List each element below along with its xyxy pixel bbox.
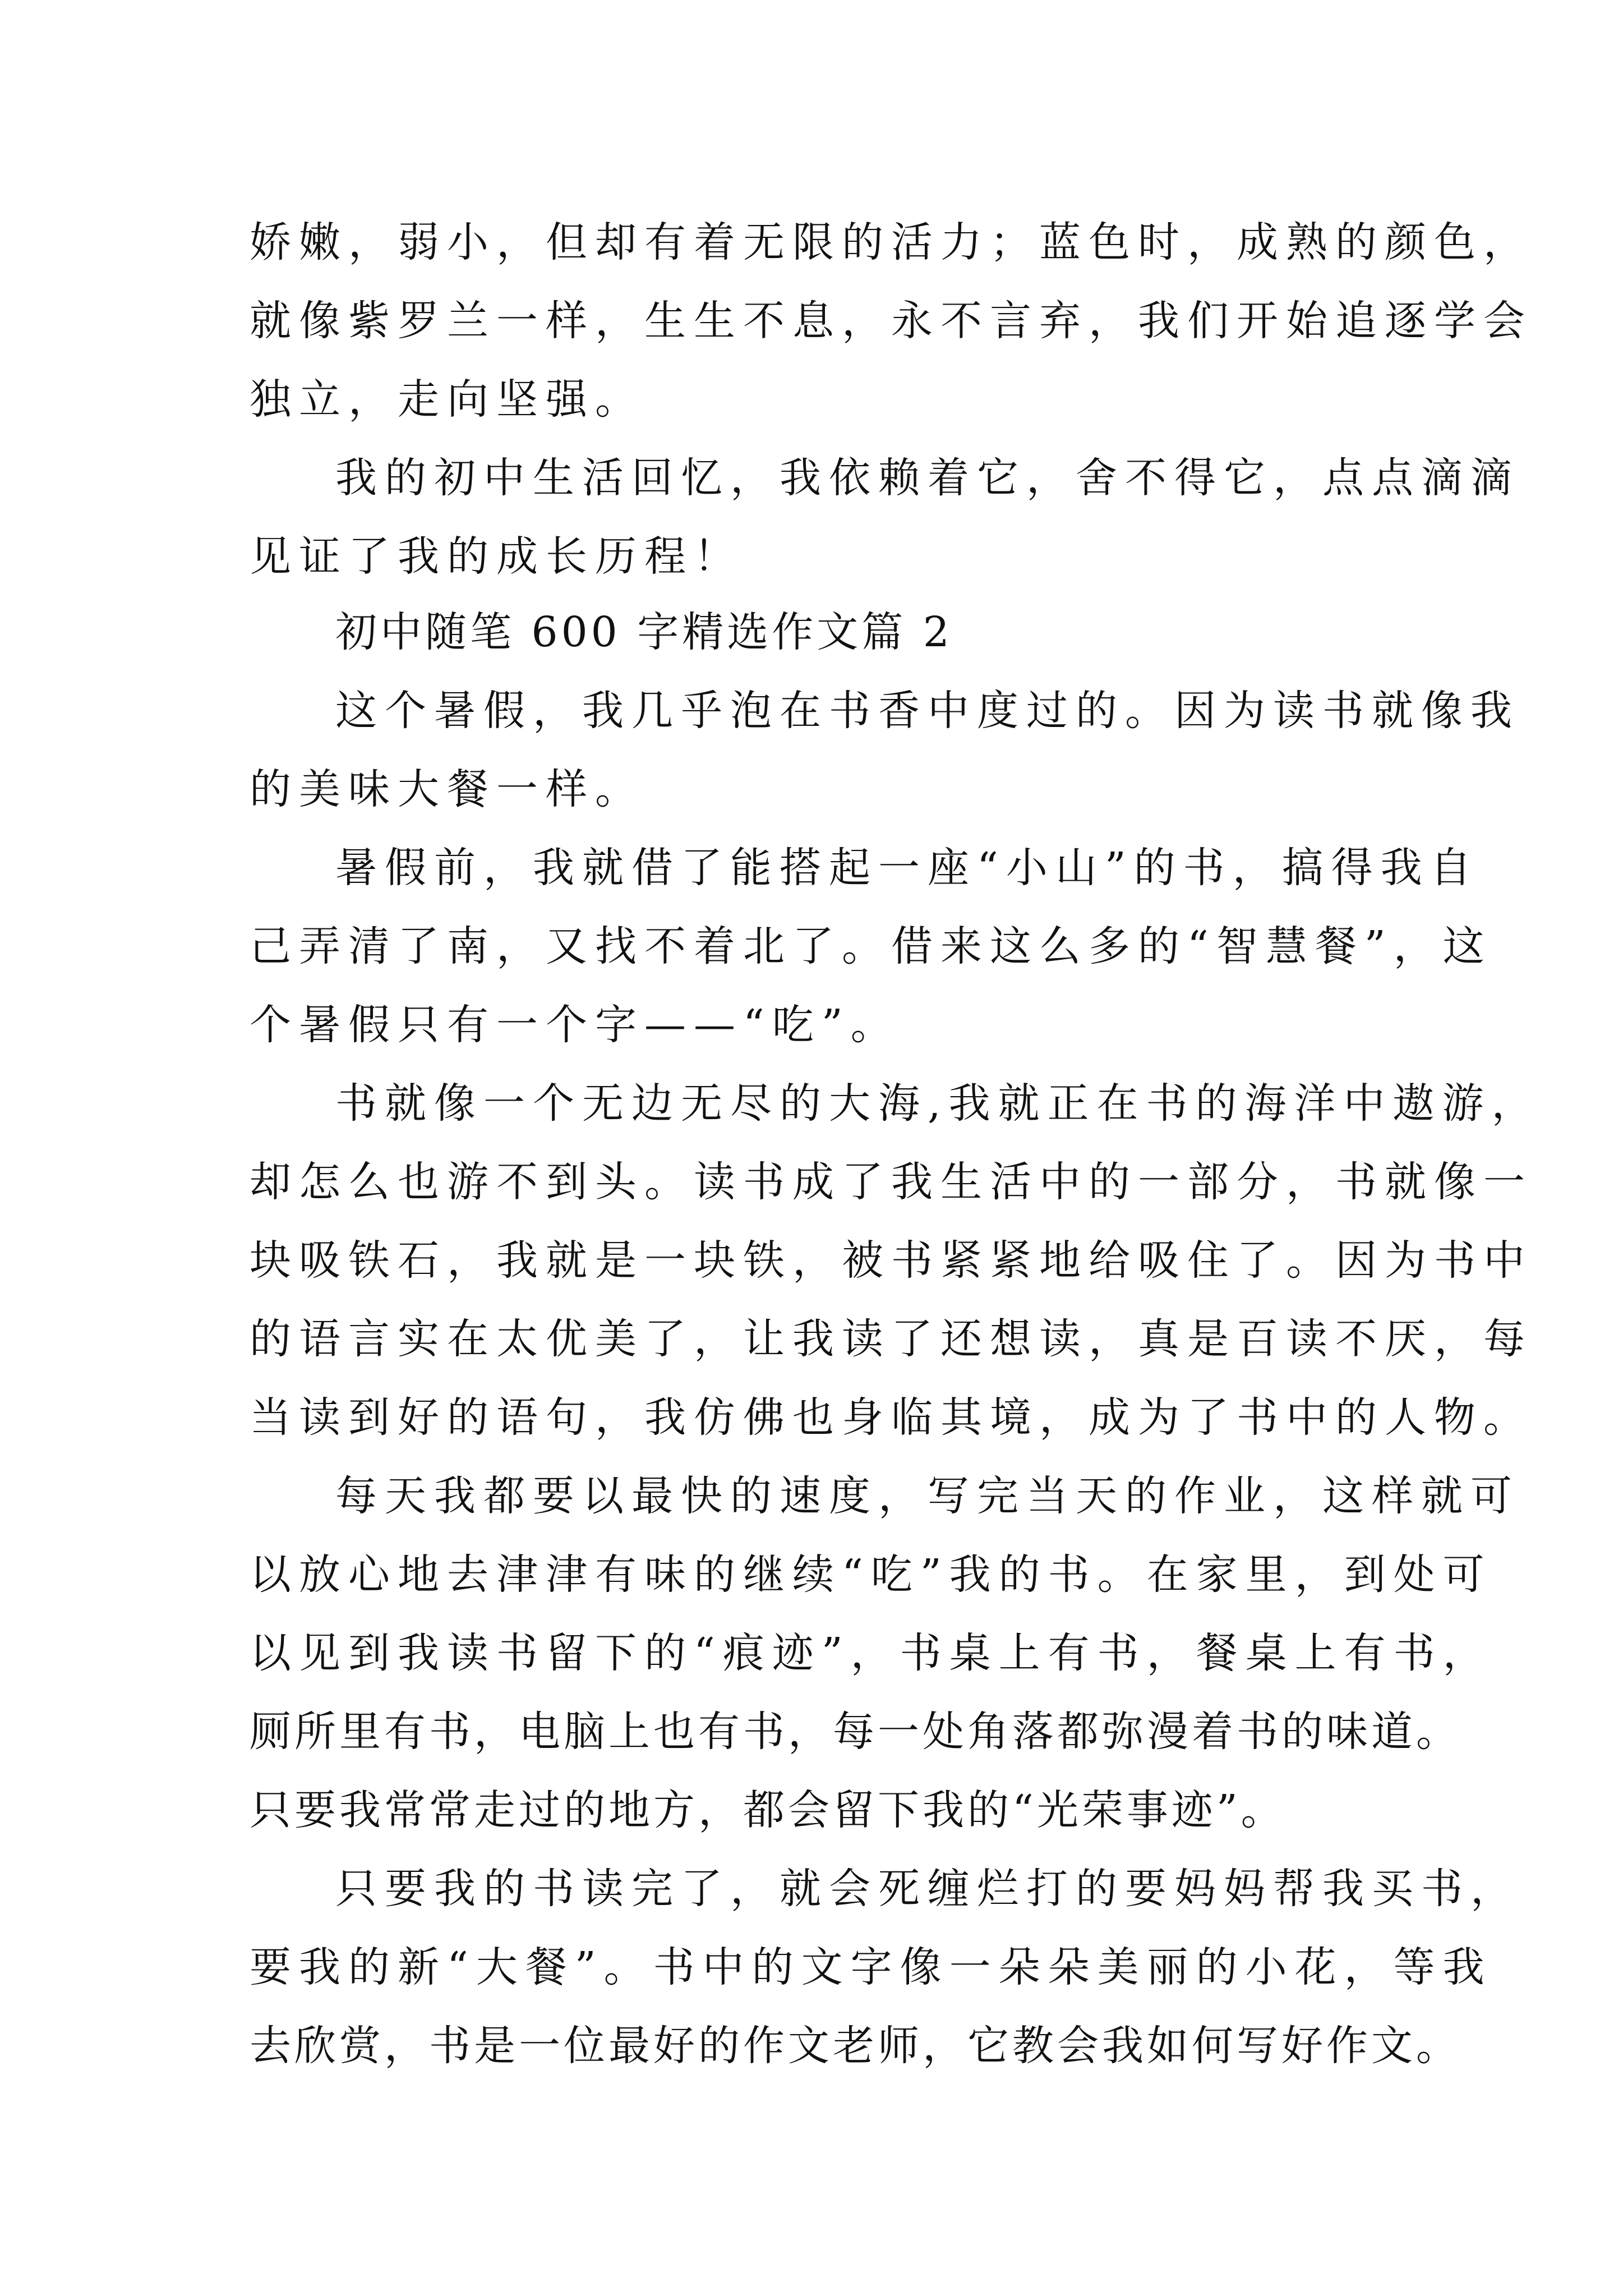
text-line: 独立，走向坚强。 (250, 375, 644, 424)
paragraph-first-line: 这个暑假，我几乎泡在书香中度过的。因为读书就像我 (335, 687, 1520, 735)
text-line: 块吸铁石，我就是一块铁，被书紧紧地给吸住了。因为书中 (250, 1236, 1533, 1285)
text-line: 就像紫罗兰一样，生生不息，永不言弃，我们开始追逐学会 (250, 297, 1533, 345)
text-line: 厕所里有书，电脑上也有书，每一处角落都弥漫着书的味道。 (250, 1708, 1461, 1756)
text-line: 却怎么也游不到头。读书成了我生活中的一部分，书就像一 (250, 1158, 1533, 1206)
text-line: 以见到我读书留下的“痕迹”，书桌上有书，餐桌上有书， (250, 1629, 1492, 1677)
paragraph-first-line: 每天我都要以最快的速度，写完当天的作业，这样就可 (335, 1472, 1520, 1520)
text-line: 以放心地去津津有味的继续“吃”我的书。在家里，到处可 (250, 1550, 1492, 1599)
text-line: 要我的新“大餐”。书中的文字像一朵朵美丽的小花，等我 (250, 1943, 1492, 1991)
text-line: 只要我常常走过的地方，都会留下我的“光荣事迹”。 (250, 1786, 1286, 1834)
text-line: 个暑假只有一个字——“吃”。 (250, 1001, 900, 1049)
paragraph-first-line: 只要我的书读完了，就会死缠烂打的要妈妈帮我买书， (335, 1865, 1520, 1913)
text-line: 己弄清了南，又找不着北了。借来这么多的“智慧餐”，这 (250, 922, 1492, 970)
text-line: 的语言实在太优美了，让我读了还想读，真是百读不厌，每 (250, 1315, 1533, 1363)
text-line: 当读到好的语句，我仿佛也身临其境，成为了书中的人物。 (250, 1393, 1533, 1442)
paragraph-first-line: 暑假前，我就借了能搭起一座“小山”的书，搞得我自 (335, 844, 1479, 892)
text-line: 去欣赏，书是一位最好的作文老师，它教会我如何写好作文。 (250, 2022, 1461, 2070)
paragraph-first-line: 我的初中生活回忆，我依赖着它，舍不得它，点点滴滴 (335, 454, 1520, 502)
text-line: 见证了我的成长历程！ (250, 532, 743, 581)
text-line: 的美味大餐一样。 (250, 765, 644, 813)
paragraph-first-line: 书就像一个无边无尽的大海,我就正在书的海洋中遨游， (335, 1079, 1541, 1128)
section-heading: 初中随笔 600 字精选作文篇 2 (335, 608, 953, 656)
text-line: 娇嫩，弱小，但却有着无限的活力；蓝色时，成熟的颜色， (250, 218, 1533, 266)
